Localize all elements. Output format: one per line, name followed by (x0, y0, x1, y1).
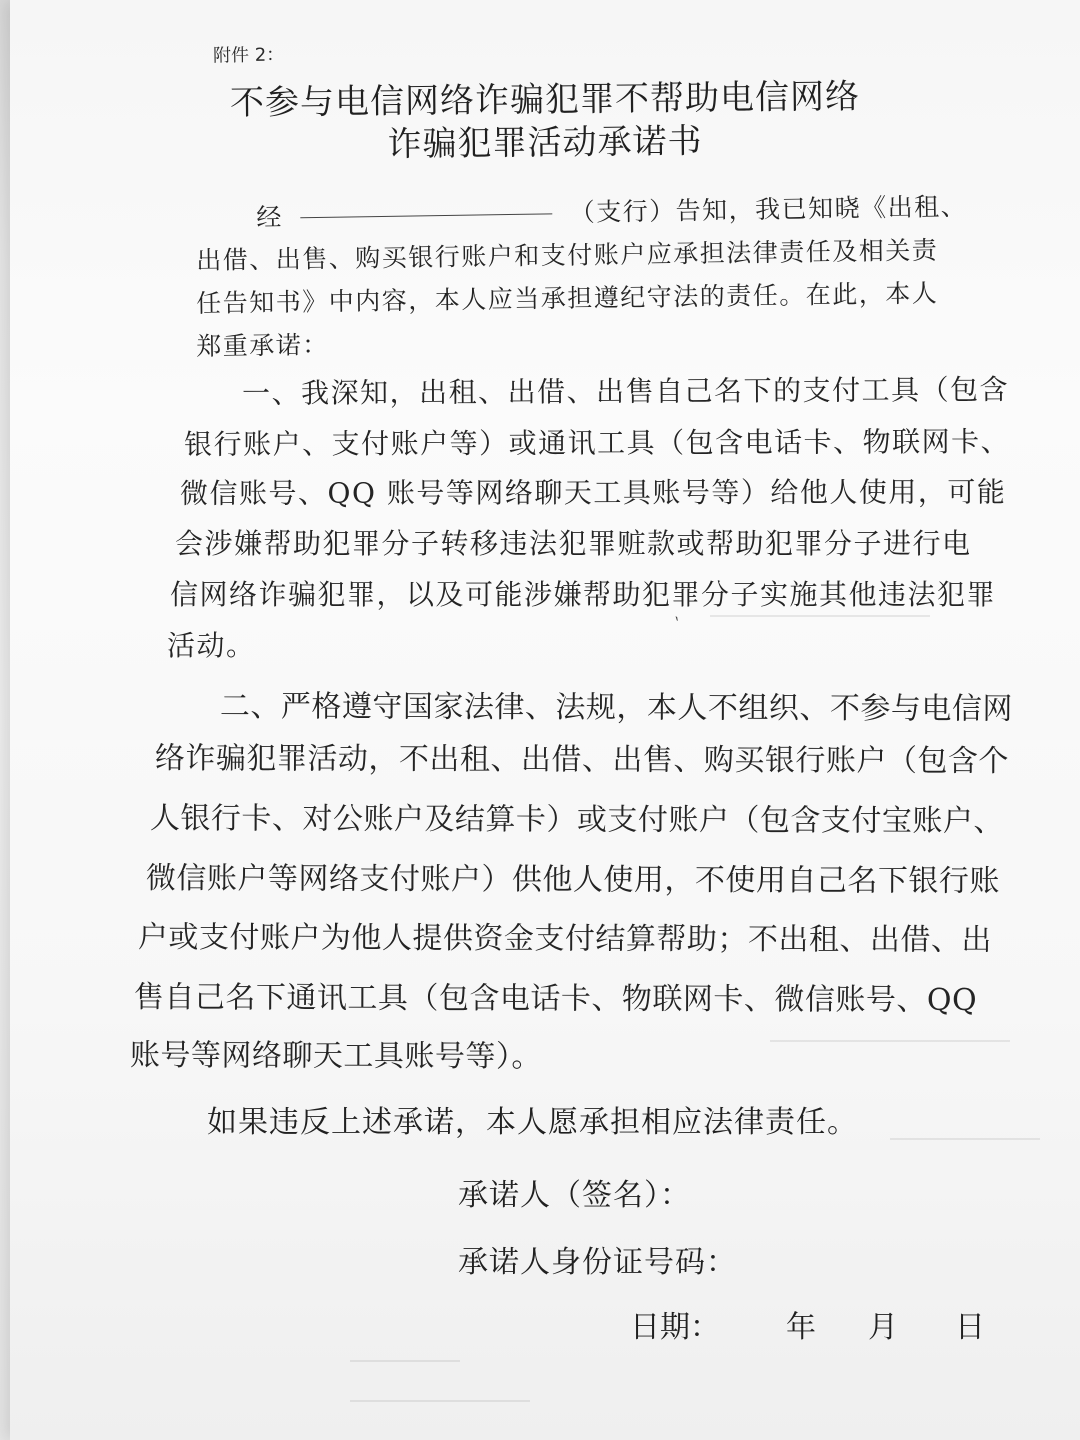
intro-line: 任告知书》中内容，本人应当承担遵纪守法的责任。在此，本人 (196, 278, 939, 318)
paragraph-1-line: 活动。 (167, 629, 256, 662)
paragraph-2-line: 微信账户等网络支付账户）供他人使用，不使用自己名下银行账 (145, 860, 1000, 899)
intro-line: 郑重承诺： (196, 330, 329, 361)
paragraph-2-line: 售自己名下通讯工具（包含电话卡、物联网卡、微信账号、QQ (133, 979, 978, 1018)
document-page (10, 0, 1080, 1440)
date-line (630, 1302, 990, 1345)
day-label: 日 (955, 1310, 985, 1345)
branch-name-field (300, 213, 552, 218)
paragraph-2-line: 人银行卡、对公账户及结算卡）或支付账户（包含支付宝账户、 (149, 800, 1004, 839)
bleed-through-line (710, 615, 930, 617)
paragraph-2-line: 账号等网络聊天工具账号等）。 (129, 1038, 542, 1075)
signature-label: 承诺人（签名）： (458, 1178, 691, 1213)
bleed-through-line (770, 1040, 1010, 1042)
paragraph-1-line: 银行账户、支付账户等）或通讯工具（包含电话卡、物联网卡、 (184, 425, 1011, 461)
attachment-label: 附件 2： (212, 44, 285, 67)
document-title-line-1: 不参与电信网络诈骗犯罪不帮助电信网络 (229, 76, 861, 124)
intro-line: 出借、出售、购买银行账户和支付账户应承担法律责任及相关责 (196, 235, 939, 275)
paragraph-1-line: 微信账号、QQ 账号等网络聊天工具账号等）给他人使用，可能 (180, 475, 1007, 510)
document-title-line-2: 诈骗犯罪活动承诺书 (387, 121, 703, 165)
month-label: 月 (868, 1310, 898, 1345)
year-label: 年 (786, 1310, 816, 1345)
intro-first-line (256, 187, 967, 234)
date-label: 日期： (630, 1310, 720, 1345)
bleed-through-line (350, 1360, 460, 1362)
paragraph-2-line: 二、严格遵守国家法律、法规，本人不组织、不参与电信网 (219, 688, 1013, 727)
paragraph-1-line: 一、我深知，出租、出借、出售自己名下的支付工具（包含 (242, 372, 1010, 410)
bleed-through-line (350, 1400, 530, 1402)
id-number-label: 承诺人身份证号码： (458, 1245, 737, 1280)
paragraph-2-line: 络诈骗犯罪活动，不出租、出借、出售、购买银行账户（包含个 (154, 740, 1009, 779)
intro-suffix: （支行）告知，我已知晓《出租、 (569, 191, 968, 228)
bleed-through-line (890, 1138, 1040, 1140)
closing-statement: 如果违反上述承诺，本人愿承担相应法律责任。 (207, 1105, 858, 1140)
paragraph-1-line: 会涉嫌帮助犯罪分子转移违法犯罪赃款或帮助犯罪分子进行电 (175, 527, 972, 560)
paragraph-2-line: 户或支付账户为他人提供资金支付结算帮助；不出租、出借、出 (137, 919, 992, 958)
paragraph-1-line: 信网络诈骗犯罪，以及可能涉嫌帮助犯罪分子实施其他违法犯罪 (170, 578, 997, 611)
intro-prefix: 经 (256, 202, 284, 232)
document-content (10, 0, 1080, 1440)
small-mark: ` (665, 614, 684, 637)
